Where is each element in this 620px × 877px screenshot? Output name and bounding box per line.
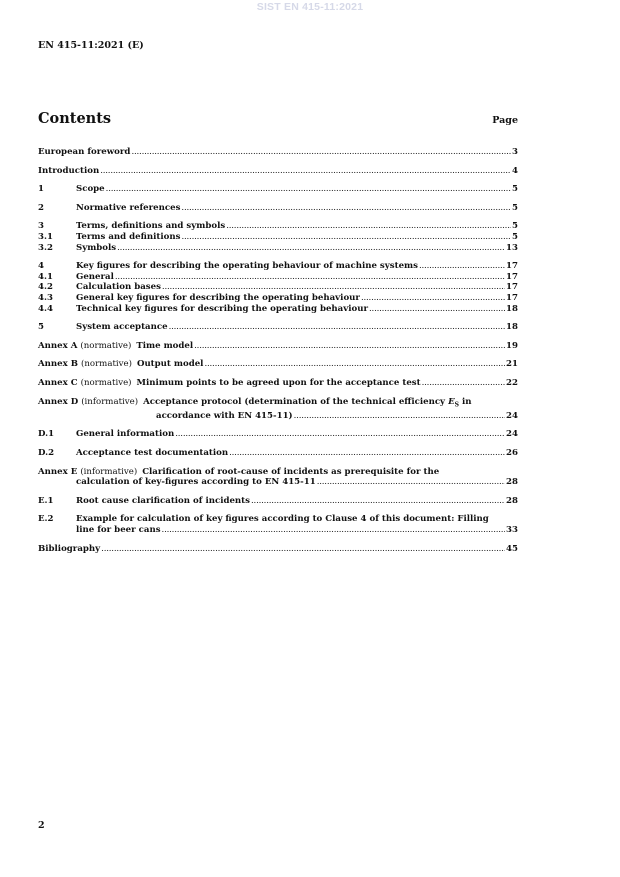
dot-leader: [251, 496, 505, 507]
dot-leader: [181, 232, 511, 243]
toc-entry-terms-definitions-symbols[interactable]: [38, 221, 518, 232]
toc-entry-normative-references[interactable]: [38, 203, 518, 214]
annex-label: Annex D: [38, 396, 79, 407]
toc-entry-symbols[interactable]: [38, 243, 518, 254]
dot-leader: [115, 272, 505, 283]
toc-title: Technical key figures for describing the operating behaviour: [76, 303, 368, 314]
toc-title: Normative references: [76, 202, 181, 213]
toc-title: Introduction: [38, 165, 100, 176]
toc-page: 24: [506, 429, 518, 440]
toc-number: 4.2: [38, 282, 53, 293]
toc-number: 4: [38, 261, 44, 272]
toc-title: Bibliography: [38, 543, 101, 554]
toc-title: Symbols: [76, 242, 117, 253]
toc-title-line2: line for beer cans: [76, 524, 161, 535]
toc-page: 17: [506, 282, 518, 293]
dot-leader: [169, 322, 505, 333]
toc-title: General: [76, 271, 114, 282]
toc-page: 17: [506, 261, 518, 272]
dot-leader: [194, 341, 505, 352]
dot-leader: [106, 184, 511, 195]
efficiency-symbol-subscript: S: [454, 401, 459, 409]
annex-label: Annex B: [38, 359, 79, 370]
toc-number: D.1: [38, 429, 55, 440]
table-of-contents: [38, 147, 518, 554]
toc-entry-scope[interactable]: [38, 184, 518, 195]
toc-entry-annex-d[interactable]: [38, 397, 518, 422]
toc-entry-annex-b[interactable]: [38, 359, 518, 370]
toc-page: 28: [506, 495, 518, 506]
annex-type: (normative): [80, 340, 132, 351]
toc-number: 3: [38, 221, 44, 232]
toc-page: 33: [506, 524, 518, 535]
contents-heading: Contents: [38, 110, 112, 127]
toc-title: General key figures for describing the operating behaviour: [76, 292, 360, 303]
dot-leader: [162, 282, 505, 293]
toc-number: D.2: [38, 448, 55, 458]
toc-title-line1: Example for calculation of key figures according to Clause 4 of this document: Filling: [76, 514, 489, 525]
toc-page: 21: [506, 359, 518, 370]
toc-number: 3.2: [38, 242, 53, 253]
dot-leader: [317, 477, 505, 488]
toc-page: 17: [506, 292, 518, 303]
toc-entry-introduction[interactable]: [38, 166, 518, 177]
toc-number: 5: [38, 322, 44, 333]
dot-leader: [162, 525, 505, 536]
dot-leader: [369, 304, 505, 315]
toc-title: Scope: [76, 184, 105, 195]
efficiency-symbol: E: [448, 396, 455, 407]
dot-leader: [422, 378, 505, 389]
dot-leader: [226, 221, 511, 232]
toc-title: System acceptance: [76, 322, 168, 333]
toc-entry-root-cause-clarification[interactable]: [38, 496, 518, 507]
toc-page: 18: [506, 322, 518, 333]
toc-entry-terms-and-definitions[interactable]: [38, 232, 518, 243]
page-number: 2: [38, 820, 45, 831]
toc-entry-acceptance-test-documentation[interactable]: [38, 448, 518, 459]
toc-entry-system-acceptance[interactable]: [38, 322, 518, 333]
toc-number: 1: [38, 184, 44, 195]
toc-number: 4.4: [38, 303, 53, 314]
toc-page: 5: [512, 184, 518, 195]
toc-entry-annex-a[interactable]: [38, 341, 518, 352]
annex-label: Annex E: [38, 466, 78, 477]
toc-page: 18: [506, 303, 518, 314]
toc-entry-general[interactable]: [38, 272, 518, 283]
toc-title-line1: Clarification of root-cause of incidents as prerequisite for the: [142, 466, 440, 477]
toc-entry-example-calculation[interactable]: [38, 514, 518, 535]
dot-leader: [361, 293, 505, 304]
toc-title-line2: calculation of key-figures according to EN 415-11: [76, 477, 316, 488]
annex-label: Annex A: [38, 340, 78, 351]
dot-leader: [419, 261, 505, 272]
dot-leader: [175, 429, 505, 440]
annex-type: (normative): [80, 377, 132, 388]
annex-label: Annex C: [38, 377, 78, 388]
toc-page: 5: [512, 221, 518, 232]
toc-title: Time model: [136, 340, 194, 351]
toc-page: 5: [512, 202, 518, 213]
toc-title: Minimum points to be agreed upon for the acceptance test: [136, 377, 421, 388]
annex-type: (normative): [81, 359, 132, 370]
toc-entry-calculation-bases[interactable]: [38, 282, 518, 293]
dot-leader: [204, 359, 505, 370]
toc-entry-key-figures[interactable]: [38, 261, 518, 272]
toc-title-line2: accordance with EN 415-11): [156, 410, 293, 421]
page-column-label: Page: [492, 115, 518, 126]
toc-title: Root cause clarification of incidents: [76, 495, 250, 506]
toc-page: 19: [506, 340, 518, 351]
toc-page: 26: [506, 448, 518, 458]
toc-page: 3: [512, 147, 518, 157]
toc-title: Acceptance test documentation: [76, 448, 229, 458]
toc-entry-general-information[interactable]: [38, 429, 518, 440]
toc-entry-general-key-figures[interactable]: [38, 293, 518, 304]
dot-leader: [117, 243, 505, 254]
toc-page: 4: [512, 165, 518, 176]
annex-type: (informative): [80, 466, 138, 477]
toc-title: European foreword: [38, 147, 131, 157]
toc-entry-european-foreword[interactable]: [38, 147, 518, 158]
toc-page: 13: [506, 242, 518, 253]
toc-number: E.1: [38, 495, 54, 506]
document-identifier: EN 415-11:2021 (E): [38, 40, 144, 51]
dot-leader: [131, 147, 511, 158]
toc-title: Calculation bases: [76, 282, 161, 293]
toc-entry-bibliography[interactable]: [38, 544, 518, 555]
toc-page: 17: [506, 271, 518, 282]
dot-leader: [101, 544, 505, 555]
toc-title-line1-end: in: [461, 396, 472, 407]
toc-number: 4.1: [38, 271, 53, 282]
dot-leader: [229, 448, 505, 459]
toc-title: Key figures for describing the operating behaviour of machine systems: [76, 261, 418, 272]
dot-leader: [100, 166, 511, 177]
toc-entry-technical-key-figures[interactable]: [38, 304, 518, 315]
toc-entry-annex-c[interactable]: [38, 378, 518, 389]
toc-title: Terms, definitions and symbols: [76, 221, 226, 232]
toc-title-line1: Acceptance protocol (determination of the technical efficiency: [143, 396, 446, 407]
toc-page: 24: [506, 410, 518, 421]
dot-leader: [181, 203, 511, 214]
toc-page: 28: [506, 477, 518, 488]
toc-number: 3.1: [38, 231, 53, 242]
annex-type: (informative): [81, 396, 139, 407]
watermark: SIST EN 415-11:2021: [256, 1, 364, 13]
toc-entry-annex-e[interactable]: [38, 467, 518, 488]
toc-title: Terms and definitions: [76, 231, 181, 242]
toc-page: 22: [506, 377, 518, 388]
toc-number: E.2: [38, 514, 54, 525]
toc-title: Output model: [136, 359, 204, 370]
toc-title: General information: [76, 429, 175, 440]
toc-page: 5: [512, 231, 518, 242]
dot-leader: [294, 411, 505, 422]
toc-number: 2: [38, 202, 44, 213]
toc-page: 45: [506, 543, 518, 554]
toc-number: 4.3: [38, 292, 53, 303]
